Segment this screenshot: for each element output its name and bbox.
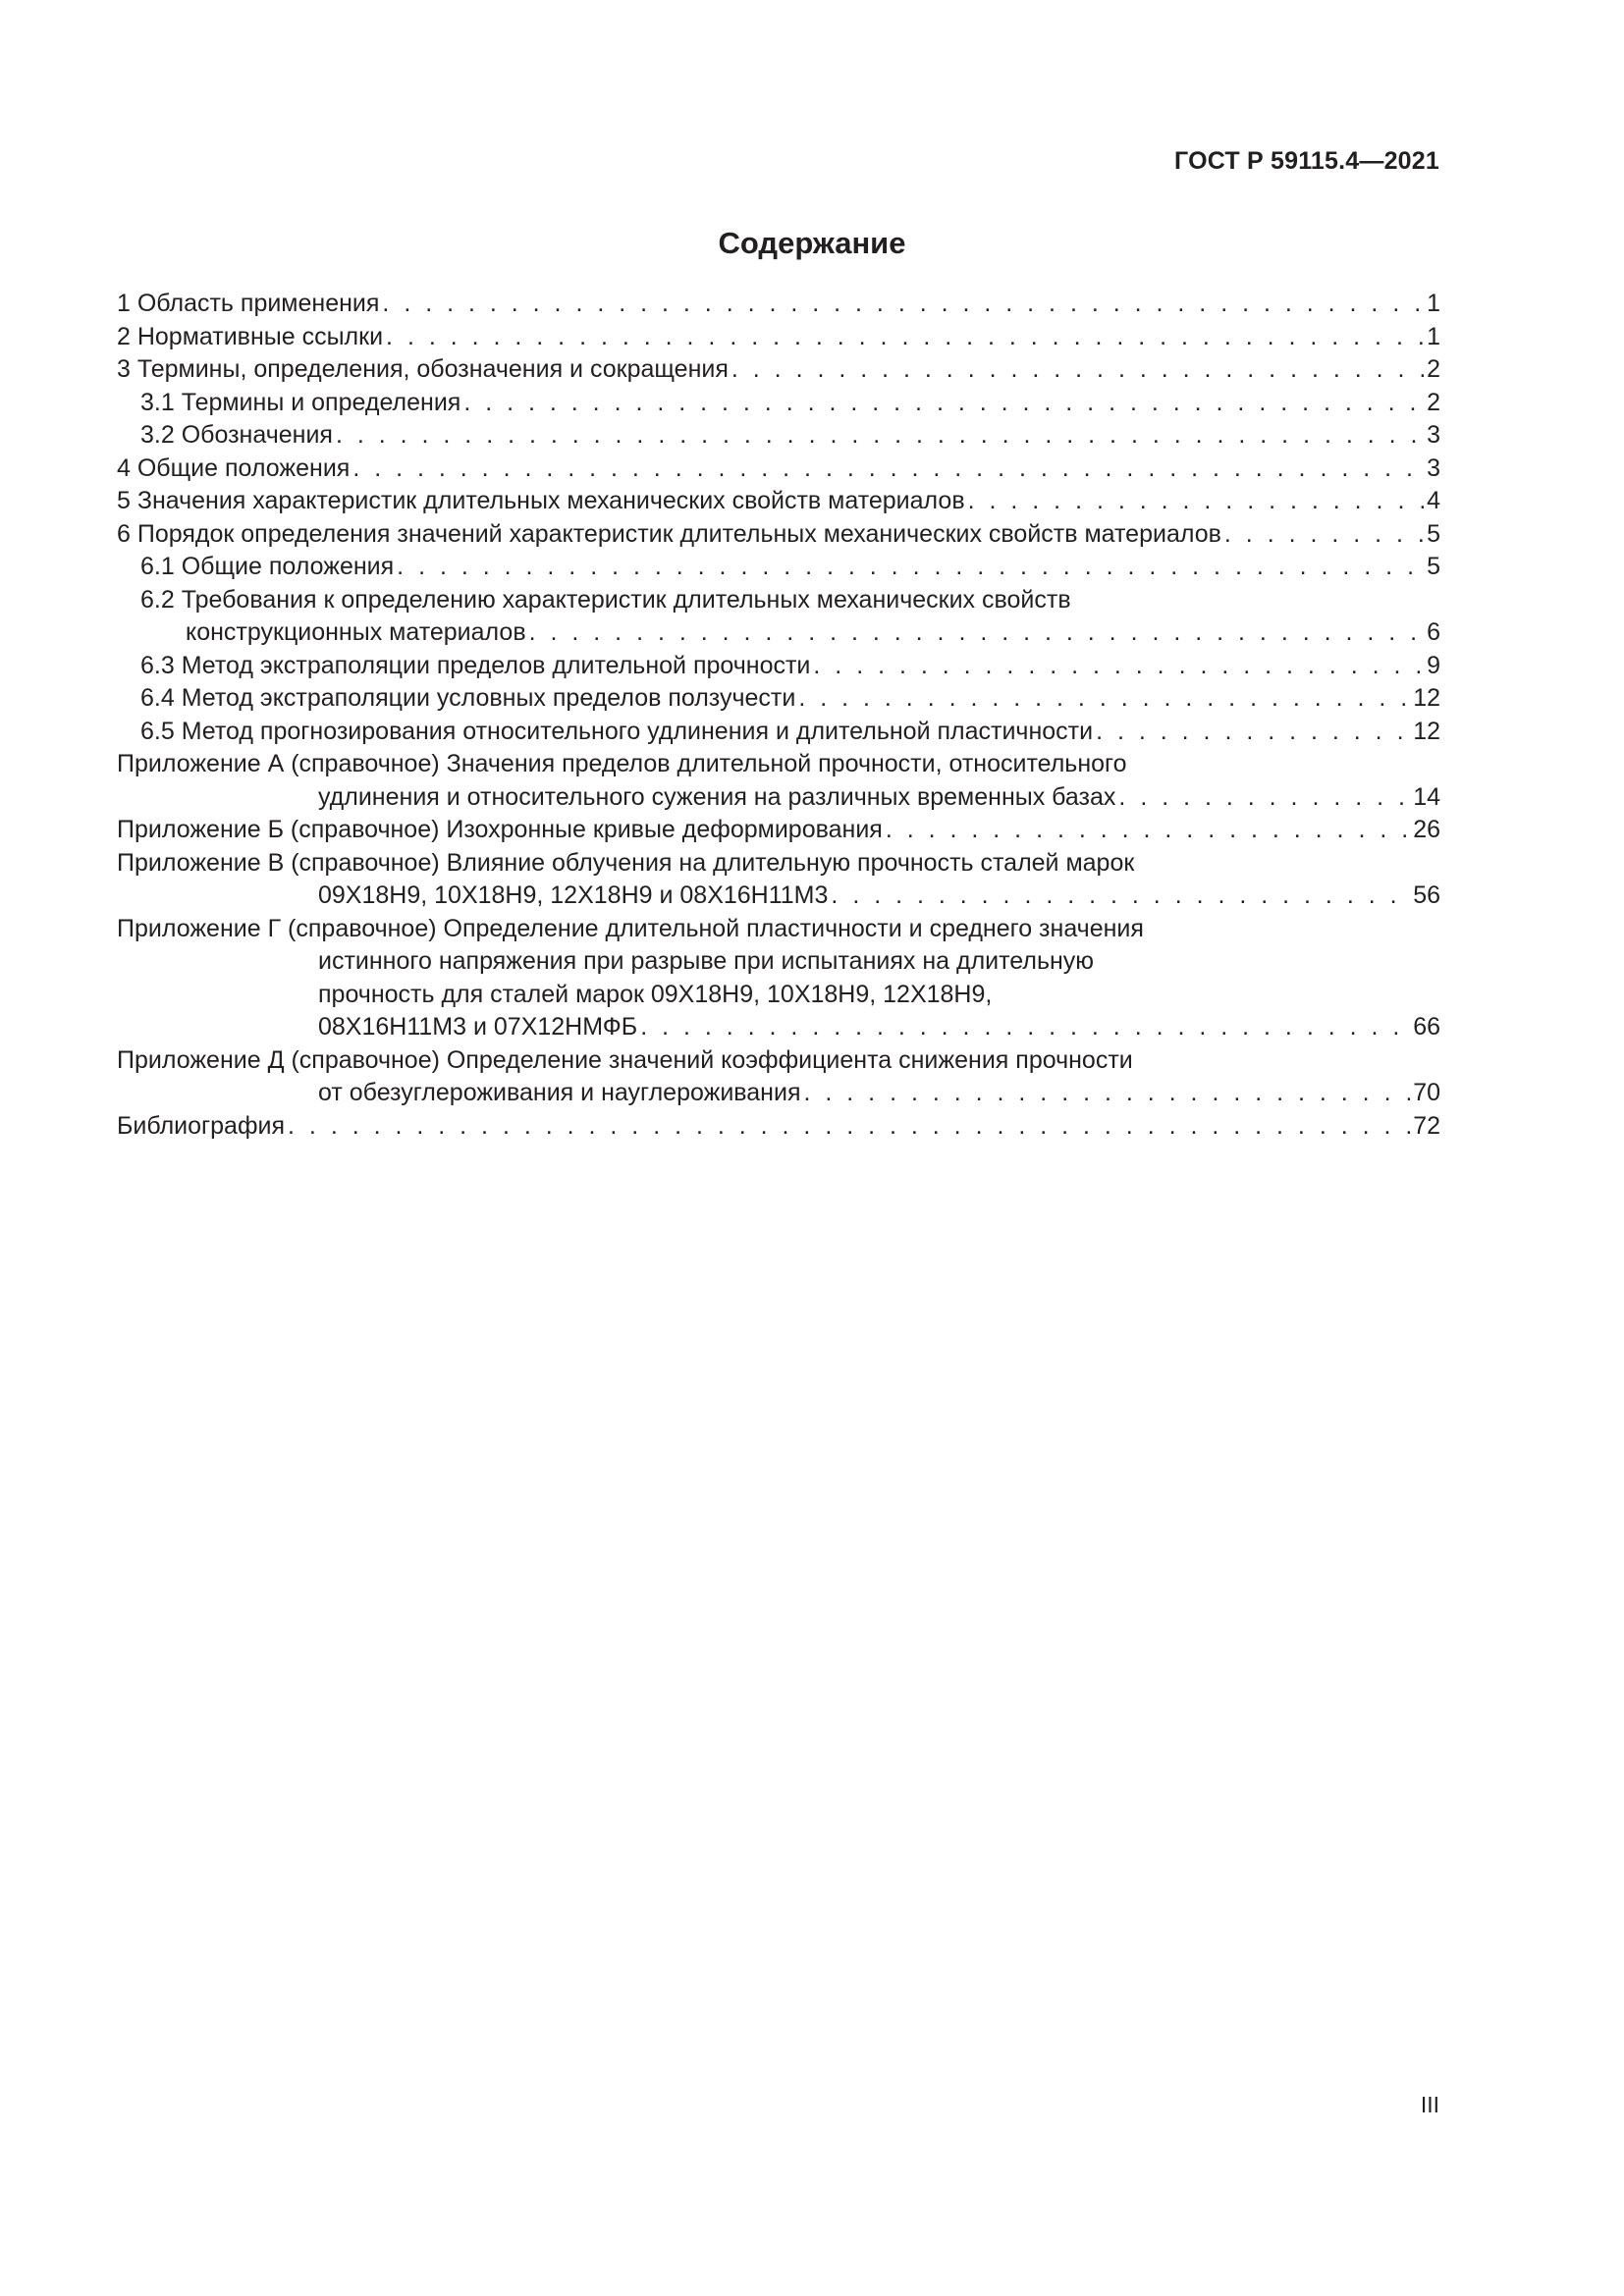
page-number: III — [1420, 2092, 1439, 2117]
dot-leader — [336, 419, 1424, 453]
dot-leader — [886, 814, 1410, 847]
toc-entry-3-1[interactable] — [117, 387, 1440, 420]
toc-entry-3-2[interactable] — [117, 419, 1440, 453]
toc-entry-page: 2 — [1427, 355, 1440, 383]
toc-entry-bibliography[interactable] — [117, 1110, 1440, 1144]
toc-entry-appendix-g[interactable] — [117, 913, 1440, 1044]
toc-entry-title: 09Х18Н9, 10Х18Н9, 12Х18Н9 и 08Х16Н11М3 — [318, 881, 829, 909]
toc-entry-title: 6 Порядок определения значений характеристик длительных механических свойств материалов — [117, 519, 1221, 548]
dot-leader — [640, 1011, 1410, 1044]
toc-entry-title: 3.1 Термины и определения — [140, 388, 461, 416]
toc-entry-title-line: Приложение В (справочное) Влияние облучения на длительную прочность сталей марок — [117, 848, 1135, 877]
dot-leader — [1224, 518, 1424, 552]
toc-entry-title: 6.3 Метод экстраполяции пределов длительной прочности — [140, 651, 811, 679]
dot-leader — [352, 453, 1424, 486]
toc-entry-title-line: Приложение Г (справочное) Определение длительной пластичности и среднего значения — [117, 914, 1144, 942]
dot-leader — [798, 682, 1410, 716]
toc-entry-6-4[interactable] — [117, 682, 1440, 716]
toc-entry-title: 4 Общие положения — [117, 454, 351, 482]
toc-entry-page: 26 — [1413, 816, 1440, 843]
toc-entry-title: Приложение Б (справочное) Изохронные кривые деформирования — [117, 816, 883, 843]
toc-entry-title-line: прочность для сталей марок 09Х18Н9, 10Х18Н9, 12Х18Н9, — [318, 980, 993, 1008]
table-of-contents — [117, 288, 1440, 1143]
toc-entry-page: 2 — [1427, 388, 1440, 416]
dot-leader — [529, 616, 1424, 650]
dot-leader — [968, 485, 1424, 518]
toc-entry-page: 66 — [1413, 1013, 1440, 1041]
dot-leader — [1118, 781, 1410, 815]
toc-entry-appendix-b[interactable] — [117, 814, 1440, 847]
toc-entry-appendix-d[interactable] — [117, 1044, 1440, 1110]
toc-entry-page: 72 — [1413, 1111, 1440, 1140]
toc-entry-6[interactable] — [117, 518, 1440, 552]
toc-entry-title-line: 6.2 Требования к определению характеристик длительных механических свойств — [140, 585, 1071, 614]
toc-entry-page: 12 — [1413, 717, 1440, 745]
toc-entry-page: 12 — [1413, 684, 1440, 712]
toc-entry-page: 9 — [1427, 651, 1440, 679]
toc-entry-page: 1 — [1427, 290, 1440, 317]
toc-entry-2[interactable] — [117, 321, 1440, 354]
toc-entry-title: 6.1 Общие положения — [140, 553, 395, 580]
toc-entry-page: 3 — [1427, 421, 1440, 449]
toc-title: Содержание — [718, 226, 906, 260]
toc-entry-title: Библиография — [117, 1111, 286, 1140]
toc-entry-page: 3 — [1427, 454, 1440, 482]
toc-entry-title-line: Приложение Д (справочное) Определение значений коэффициента снижения прочности — [117, 1045, 1133, 1074]
toc-entry-title: 3 Термины, определения, обозначения и сокращения — [117, 355, 729, 383]
dot-leader — [731, 353, 1424, 387]
toc-entry-5[interactable] — [117, 485, 1440, 518]
toc-entry-4[interactable] — [117, 453, 1440, 486]
toc-entry-title: 2 Нормативные ссылки — [117, 322, 384, 350]
toc-entry-6-5[interactable] — [117, 716, 1440, 749]
toc-entry-page: 6 — [1427, 618, 1440, 646]
dot-leader — [804, 1077, 1411, 1110]
toc-entry-title: 6.5 Метод прогнозирования относительного удлинения и длительной пластичности — [140, 717, 1094, 745]
toc-entry-title: удлинения и относительного сужения на различных временных базах — [318, 782, 1116, 811]
document-code: ГОСТ Р 59115.4—2021 — [1174, 147, 1439, 175]
toc-entry-6-1[interactable] — [117, 551, 1440, 584]
toc-entry-title-line: Приложение А (справочное) Значения пределов длительной прочности, относительного — [117, 750, 1127, 777]
toc-entry-title: от обезуглероживания и науглероживания — [318, 1079, 801, 1106]
toc-entry-6-2[interactable] — [117, 584, 1440, 650]
toc-entry-title: 5 Значения характеристик длительных механических свойств материалов — [117, 487, 965, 514]
toc-entry-title: конструкционных материалов — [186, 618, 526, 646]
toc-entry-appendix-v[interactable] — [117, 847, 1440, 913]
toc-entry-page: 14 — [1413, 782, 1440, 811]
dot-leader — [382, 288, 1424, 321]
dot-leader — [288, 1110, 1410, 1144]
toc-entry-title-line: истинного напряжения при разрыве при испытаниях на длительную — [318, 947, 1095, 975]
toc-entry-3[interactable] — [117, 353, 1440, 387]
dot-leader — [831, 880, 1410, 913]
dot-leader — [463, 387, 1424, 420]
toc-entry-title: 3.2 Обозначения — [140, 421, 333, 449]
toc-entry-page: 56 — [1413, 881, 1440, 909]
dot-leader — [386, 321, 1424, 354]
toc-entry-6-3[interactable] — [117, 650, 1440, 683]
dot-leader — [1096, 716, 1410, 749]
toc-entry-appendix-a[interactable] — [117, 748, 1440, 814]
toc-entry-title: 1 Область применения — [117, 290, 380, 317]
dot-leader — [397, 551, 1424, 584]
toc-entry-1[interactable] — [117, 288, 1440, 321]
toc-entry-page: 1 — [1427, 322, 1440, 350]
toc-entry-page: 5 — [1427, 553, 1440, 580]
toc-entry-title: 08Х16Н11М3 и 07Х12НМФБ — [318, 1013, 638, 1041]
toc-entry-page: 70 — [1413, 1079, 1440, 1106]
dot-leader — [813, 650, 1424, 683]
toc-entry-title: 6.4 Метод экстраполяции условных пределов ползучести — [140, 684, 796, 712]
toc-entry-page: 5 — [1427, 519, 1440, 548]
toc-entry-page: 4 — [1427, 487, 1440, 514]
